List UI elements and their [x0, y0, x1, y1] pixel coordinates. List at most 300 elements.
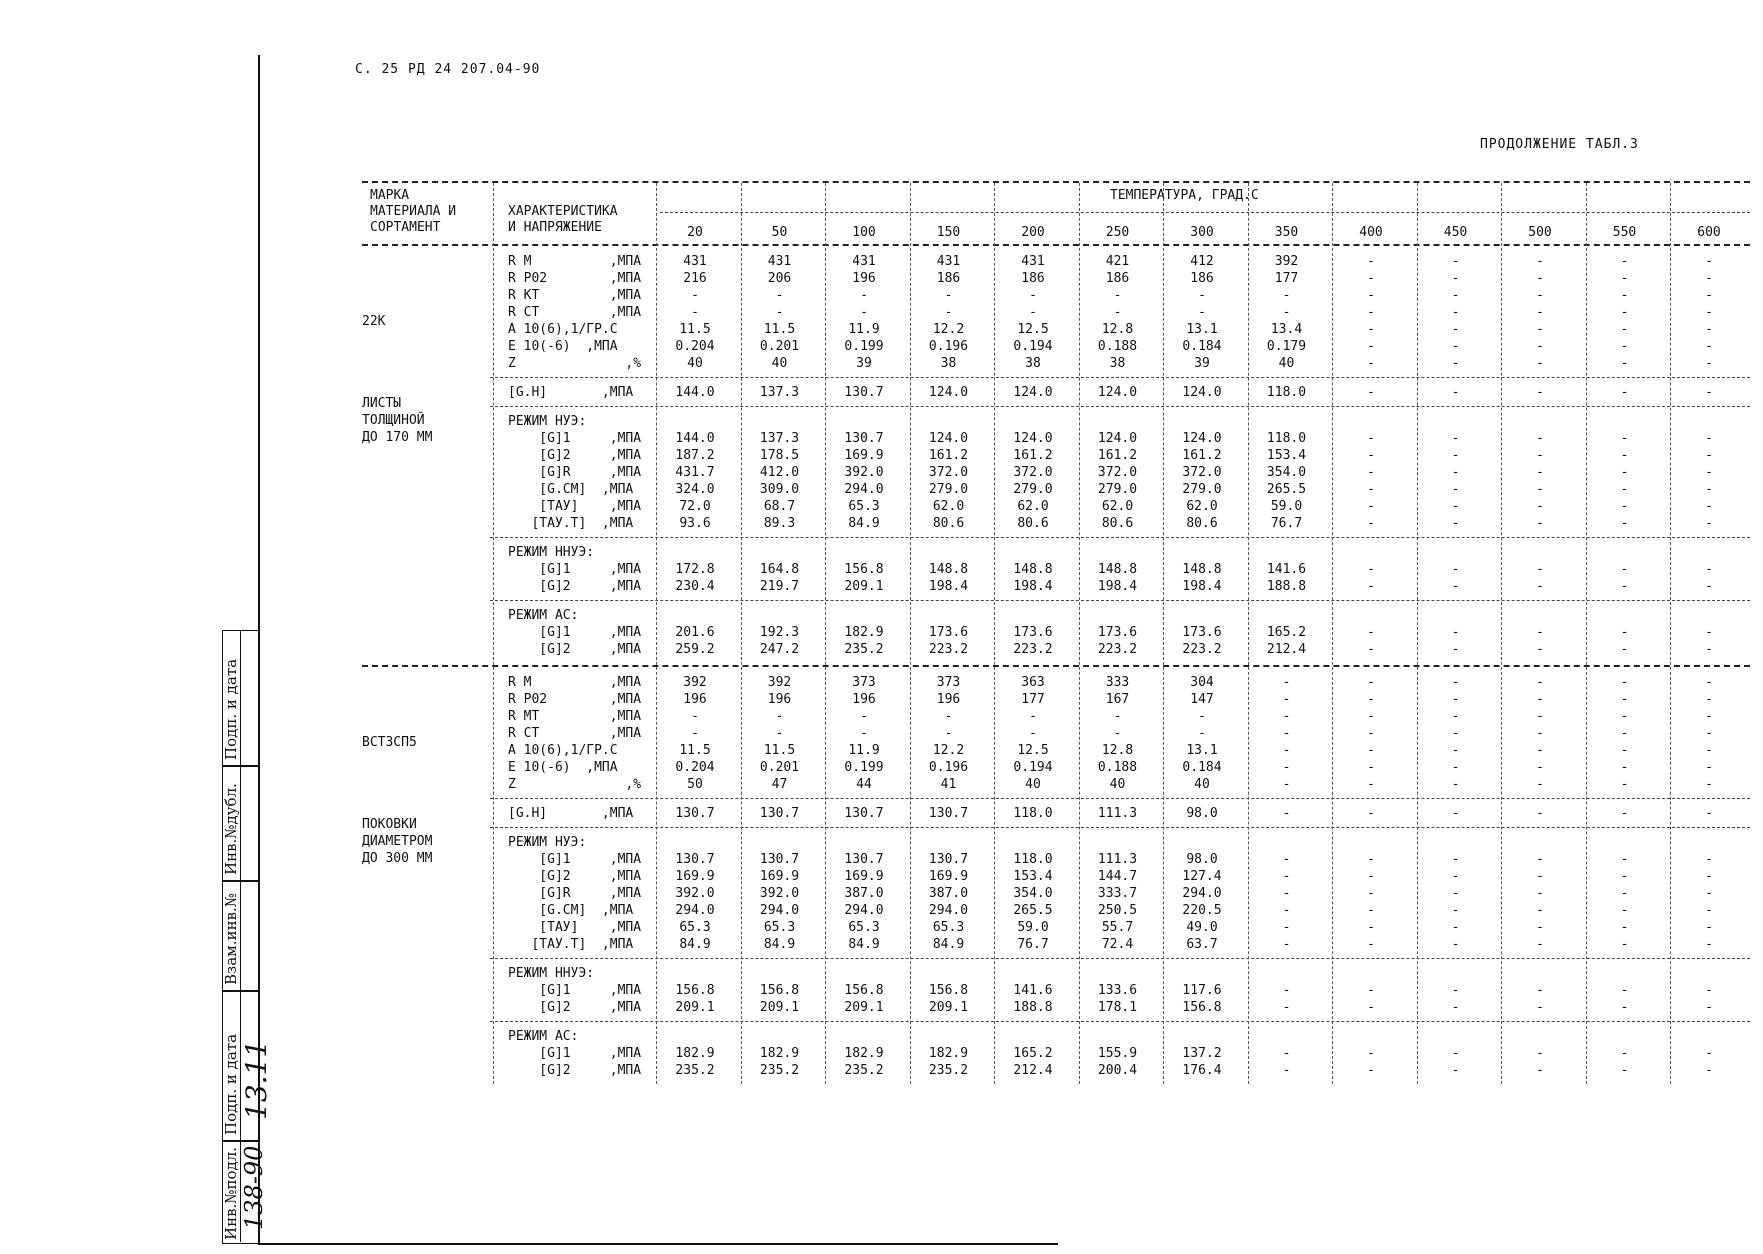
table-cell: 0.188: [1097, 339, 1138, 354]
table-cell: 127.4: [1182, 869, 1222, 884]
table-cell: 11.9: [848, 743, 880, 758]
table-cell: -: [1451, 760, 1460, 775]
table-cell: -: [1367, 983, 1375, 998]
table-cell: -: [1282, 675, 1291, 690]
table-cell: -: [1367, 760, 1375, 775]
table-cell: 0.196: [928, 760, 969, 775]
table-cell: -: [1451, 937, 1460, 952]
table-cell: 76.7: [1270, 516, 1303, 531]
table-cell: -: [1620, 886, 1629, 901]
table-cell: -: [1705, 322, 1713, 337]
table-cell: 431.7: [675, 465, 715, 480]
table-cell: 156.8: [844, 562, 884, 577]
table-cell: -: [1536, 625, 1544, 640]
table-cell: -: [1705, 983, 1713, 998]
table-cell: 76.7: [1017, 937, 1049, 952]
table-cell: -: [1705, 937, 1713, 952]
table-cell: -: [1451, 254, 1460, 269]
row-label: [G]2 ,МПА: [508, 642, 642, 657]
table-cell: -: [1536, 806, 1544, 821]
table-cell: -: [1029, 709, 1037, 724]
table-cell: 72.0: [679, 499, 711, 514]
row-label: [G]R ,МПА: [508, 465, 642, 480]
col-header-characteristic: ХАРАКТЕРИСТИКА: [508, 204, 618, 219]
table-cell: 62.0: [1017, 499, 1049, 514]
table-cell: 173.6: [1097, 625, 1138, 640]
table-cell: -: [944, 288, 953, 303]
table-cell: 13.4: [1270, 322, 1303, 337]
table-cell: 169.9: [844, 869, 884, 884]
table-cell: -: [1282, 983, 1291, 998]
table-cell: -: [1705, 385, 1713, 400]
table-cell: -: [1705, 869, 1713, 884]
group-title: РЕЖИМ ННУЭ:: [508, 966, 595, 981]
table-cell: 209.1: [844, 1000, 884, 1015]
table-cell: 11.5: [679, 322, 711, 337]
table-cell: 431: [936, 254, 961, 269]
table-cell: -: [1451, 499, 1460, 514]
table-cell: 93.6: [679, 516, 711, 531]
table-cell: -: [1620, 726, 1629, 741]
table-cell: -: [1620, 562, 1629, 577]
table-cell: -: [1029, 726, 1037, 741]
table-cell: 392.0: [844, 465, 884, 480]
table-cell: 47: [771, 777, 788, 792]
table-cell: 39: [856, 356, 872, 371]
row-label: R KT ,МПА: [508, 288, 642, 303]
table-cell: -: [1536, 465, 1544, 480]
row-label: E 10(-6) ,МПА: [508, 339, 618, 354]
table-cell: 161.2: [1182, 448, 1222, 463]
table-cell: -: [1451, 271, 1460, 286]
table-cell: 40: [687, 356, 703, 371]
table-cell: -: [860, 726, 868, 741]
table-cell: -: [1282, 288, 1291, 303]
table-cell: -: [1705, 743, 1713, 758]
table-cell: 124.0: [1013, 385, 1053, 400]
table-cell: 40: [1278, 356, 1295, 371]
table-cell: -: [1705, 903, 1713, 918]
group-rule: [490, 798, 1750, 799]
table-cell: -: [1705, 692, 1713, 707]
table-cell: 124.0: [928, 385, 969, 400]
table-cell: 155.9: [1097, 1046, 1138, 1061]
table-cell: 198.4: [1013, 579, 1053, 594]
table-cell: -: [1451, 579, 1460, 594]
table-cell: -: [1367, 642, 1375, 657]
table-cell: -: [1705, 356, 1713, 371]
table-cell: 196: [767, 692, 792, 707]
row-label: [G]2 ,МПА: [508, 869, 642, 884]
row-label: [G]1 ,МПА: [508, 1046, 642, 1061]
row-label: A 10(6),1/ГР.С: [508, 743, 618, 758]
table-cell: -: [1620, 385, 1629, 400]
table-cell: 12.2: [932, 743, 965, 758]
table-cell: 38: [1025, 356, 1041, 371]
row-label: [ТАУ] ,МПА: [508, 499, 642, 514]
table-cell: 124.0: [928, 431, 969, 446]
table-cell: 62.0: [1186, 499, 1218, 514]
table-cell: 13.1: [1186, 322, 1218, 337]
table-cell: -: [1536, 356, 1544, 371]
row-label: R CT ,МПА: [508, 726, 642, 741]
table-cell: -: [1536, 777, 1544, 792]
table-cell: 187.2: [675, 448, 715, 463]
table-cell: 124.0: [1182, 431, 1222, 446]
table-cell: -: [1705, 1000, 1713, 1015]
table-cell: -: [1113, 726, 1122, 741]
table-cell: 219.7: [759, 579, 800, 594]
table-cell: 200.4: [1097, 1063, 1138, 1078]
table-cell: -: [1451, 675, 1460, 690]
table-cell: -: [1705, 499, 1713, 514]
table-cell: 309.0: [759, 482, 800, 497]
table-cell: 186: [936, 271, 961, 286]
table-cell: -: [691, 726, 699, 741]
table-cell: 235.2: [844, 642, 884, 657]
table-cell: 89.3: [763, 516, 796, 531]
table-cell: -: [1705, 254, 1713, 269]
table-cell: -: [1367, 254, 1375, 269]
row-label: R M ,МПА: [508, 675, 642, 690]
table-cell: 161.2: [1097, 448, 1138, 463]
table-cell: -: [860, 288, 868, 303]
table-cell: -: [1451, 339, 1460, 354]
table-cell: -: [691, 709, 699, 724]
table-cell: -: [1536, 1046, 1544, 1061]
table-cell: -: [1620, 806, 1629, 821]
table-cell: -: [1451, 903, 1460, 918]
table-cell: -: [1451, 1046, 1460, 1061]
table-cell: -: [1367, 692, 1375, 707]
row-label: [G.CM] ,МПА: [508, 482, 634, 497]
table-cell: 0.184: [1182, 339, 1222, 354]
table-cell: -: [1198, 726, 1206, 741]
table-cell: 130.7: [759, 852, 800, 867]
table-cell: 65.3: [679, 920, 711, 935]
table-cell: 372.0: [1013, 465, 1053, 480]
table-cell: 62.0: [932, 499, 965, 514]
table-cell: -: [1282, 886, 1291, 901]
table-cell: 124.0: [1013, 431, 1053, 446]
table-cell: 392: [683, 675, 707, 690]
table-cell: 63.7: [1186, 937, 1218, 952]
table-cell: 153.4: [1266, 448, 1307, 463]
table-cell: 235.2: [759, 1063, 800, 1078]
table-cell: 130.7: [928, 806, 969, 821]
table-cell: -: [1282, 726, 1291, 741]
table-cell: 124.0: [1097, 431, 1138, 446]
table-cell: -: [1620, 448, 1629, 463]
table-cell: -: [1536, 709, 1544, 724]
table-cell: -: [1451, 806, 1460, 821]
table-cell: -: [1620, 692, 1629, 707]
table-cell: -: [860, 709, 868, 724]
temp-col-header: 400: [1359, 225, 1383, 240]
table-cell: -: [1536, 482, 1544, 497]
table-cell: -: [1620, 852, 1629, 867]
table-cell: -: [1282, 852, 1291, 867]
table-cell: -: [1367, 322, 1375, 337]
table-cell: -: [1367, 356, 1375, 371]
column-separator: [741, 183, 742, 1084]
group-rule: [490, 600, 1750, 601]
row-label: [ТАУ.Т] ,МПА: [508, 516, 634, 531]
table-cell: -: [1536, 760, 1544, 775]
table-cell: 279.0: [1097, 482, 1138, 497]
table-cell: 178.1: [1097, 1000, 1138, 1015]
table-cell: 196: [852, 692, 876, 707]
table-cell: -: [1536, 516, 1544, 531]
table-cell: -: [1198, 288, 1206, 303]
table-cell: 164.8: [759, 562, 800, 577]
table-cell: 206: [767, 271, 792, 286]
table-cell: 230.4: [675, 579, 715, 594]
table-cell: 118.0: [1266, 431, 1307, 446]
table-cell: 84.9: [932, 937, 965, 952]
table-cell: -: [1620, 777, 1629, 792]
table-cell: 223.2: [1182, 642, 1222, 657]
table-cell: 209.1: [844, 579, 884, 594]
table-cell: -: [1536, 448, 1544, 463]
table-cell: -: [1536, 499, 1544, 514]
table-cell: 0.204: [675, 339, 715, 354]
table-cell: -: [1620, 271, 1629, 286]
row-label: [G]1 ,МПА: [508, 852, 642, 867]
table-cell: -: [944, 305, 953, 320]
table-cell: 173.6: [928, 625, 969, 640]
table-cell: -: [1451, 886, 1460, 901]
table-cell: -: [1367, 903, 1375, 918]
table-cell: -: [860, 305, 868, 320]
table-cell: 212.4: [1013, 1063, 1053, 1078]
table-cell: -: [1620, 499, 1629, 514]
table-cell: -: [1282, 709, 1291, 724]
table-cell: -: [1451, 516, 1460, 531]
table-cell: -: [1451, 448, 1460, 463]
table-cell: 209.1: [759, 1000, 800, 1015]
group-title: РЕЖИМ НУЭ:: [508, 414, 587, 429]
table-cell: -: [775, 709, 784, 724]
group-title: РЕЖИМ АС:: [508, 608, 579, 623]
sortament-line: ТОЛЩИНОЙ: [362, 413, 425, 428]
stamp-inv-number: 138-90: [240, 1145, 268, 1230]
table-cell: -: [1282, 1000, 1291, 1015]
table-cell: 144.0: [675, 385, 715, 400]
table-cell: -: [1620, 305, 1629, 320]
table-cell: 148.8: [1182, 562, 1222, 577]
table-cell: 144.7: [1097, 869, 1138, 884]
table-cell: 156.8: [928, 983, 969, 998]
table-cell: -: [1705, 431, 1713, 446]
table-cell: 223.2: [928, 642, 969, 657]
table-cell: 72.4: [1101, 937, 1134, 952]
temp-col-header: 350: [1274, 225, 1299, 240]
table-cell: -: [1367, 465, 1375, 480]
column-separator: [1501, 183, 1502, 1084]
table-cell: 0.196: [928, 339, 969, 354]
table-cell: 198.4: [1097, 579, 1138, 594]
table-cell: -: [1451, 385, 1460, 400]
table-cell: -: [1705, 271, 1713, 286]
table-cell: 212.4: [1266, 642, 1307, 657]
table-cell: 182.9: [928, 1046, 969, 1061]
table-cell: 169.9: [759, 869, 800, 884]
table-cell: 84.9: [848, 937, 880, 952]
group-rule: [490, 958, 1750, 959]
table-cell: -: [1536, 1063, 1544, 1078]
table-cell: -: [1451, 869, 1460, 884]
table-cell: 147: [1190, 692, 1214, 707]
table-cell: 44: [856, 777, 872, 792]
row-label: Z ,%: [508, 356, 642, 371]
column-separator: [910, 183, 911, 1084]
table-cell: -: [1451, 562, 1460, 577]
table-cell: -: [1536, 642, 1544, 657]
table-cell: 111.3: [1097, 806, 1138, 821]
table-cell: -: [1536, 903, 1544, 918]
table-cell: -: [1620, 920, 1629, 935]
table-cell: 279.0: [928, 482, 969, 497]
table-cell: 220.5: [1182, 903, 1222, 918]
table-cell: 11.5: [763, 743, 796, 758]
table-cell: 118.0: [1266, 385, 1307, 400]
table-cell: -: [1620, 625, 1629, 640]
table-cell: -: [1367, 806, 1375, 821]
table-cell: 186: [1021, 271, 1045, 286]
table-cell: 11.9: [848, 322, 880, 337]
sortament-line: ПОКОВКИ: [362, 817, 417, 832]
table-cell: 65.3: [848, 499, 880, 514]
table-cell: 182.9: [759, 1046, 800, 1061]
table-cell: 431: [683, 254, 707, 269]
row-label: [G.CM] ,МПА: [508, 903, 634, 918]
table-cell: 265.5: [1013, 903, 1053, 918]
table-cell: -: [1367, 1063, 1375, 1078]
table-cell: 13.1: [1186, 743, 1218, 758]
row-label: [ТАУ] ,МПА: [508, 920, 642, 935]
table-cell: -: [1620, 288, 1629, 303]
table-cell: 40: [1025, 777, 1041, 792]
table-cell: 124.0: [1182, 385, 1222, 400]
table-cell: 324.0: [675, 482, 715, 497]
table-cell: 0.184: [1182, 760, 1222, 775]
table-cell: -: [1451, 356, 1460, 371]
table-cell: 304: [1190, 675, 1214, 690]
table-cell: -: [1282, 1046, 1291, 1061]
table-cell: -: [1451, 482, 1460, 497]
table-cell: -: [1282, 692, 1291, 707]
group-rule: [490, 406, 1750, 407]
table-cell: -: [1451, 305, 1460, 320]
table-cell: -: [1620, 516, 1629, 531]
table-cell: 156.8: [1182, 1000, 1222, 1015]
section-rule: [362, 665, 1750, 667]
table-cell: 167: [1105, 692, 1130, 707]
row-label: [G]1 ,МПА: [508, 431, 642, 446]
table-cell: 192.3: [759, 625, 800, 640]
table-cell: 59.0: [1270, 499, 1303, 514]
table-cell: 12.5: [1017, 322, 1049, 337]
table-cell: -: [1705, 1063, 1713, 1078]
table-cell: 11.5: [763, 322, 796, 337]
table-cell: -: [1620, 1046, 1629, 1061]
table-cell: 196: [852, 271, 876, 286]
table-cell: -: [1705, 642, 1713, 657]
table-cell: 279.0: [1013, 482, 1053, 497]
table-cell: -: [1705, 675, 1713, 690]
table-cell: 333.7: [1097, 886, 1138, 901]
table-cell: -: [1536, 339, 1544, 354]
table-cell: -: [1113, 305, 1122, 320]
group-rule: [490, 537, 1750, 538]
table-cell: 133.6: [1097, 983, 1138, 998]
column-separator: [1417, 183, 1418, 1084]
table-cell: 177: [1274, 271, 1299, 286]
table-cell: 235.2: [844, 1063, 884, 1078]
table-cell: 12.5: [1017, 743, 1049, 758]
table-cell: -: [1113, 288, 1122, 303]
table-cell: -: [1620, 937, 1629, 952]
table-cell: -: [1620, 760, 1629, 775]
table-cell: 173.6: [1182, 625, 1222, 640]
table-cell: -: [775, 305, 784, 320]
table-cell: -: [775, 726, 784, 741]
table-cell: 65.3: [848, 920, 880, 935]
table-cell: 130.7: [844, 806, 884, 821]
table-cell: 209.1: [675, 1000, 715, 1015]
table-cell: 40: [1109, 777, 1126, 792]
page-header: С. 25 РД 24 207.04-90: [355, 62, 541, 77]
material-grade: 22К: [362, 314, 386, 329]
table-cell: -: [1367, 431, 1375, 446]
table-cell: 216: [683, 271, 707, 286]
table-cell: -: [1620, 903, 1629, 918]
table-cell: -: [1451, 625, 1460, 640]
group-title: РЕЖИМ АС:: [508, 1029, 579, 1044]
table-cell: -: [1451, 642, 1460, 657]
table-cell: -: [1620, 339, 1629, 354]
table-cell: 363: [1021, 675, 1045, 690]
table-cell: -: [1620, 431, 1629, 446]
table-cell: -: [1705, 777, 1713, 792]
table-cell: 294.0: [928, 903, 969, 918]
table-cell: 156.8: [844, 983, 884, 998]
table-cell: 294.0: [844, 903, 884, 918]
row-label: R CT ,МПА: [508, 305, 642, 320]
table-cell: -: [1451, 852, 1460, 867]
table-cell: 247.2: [759, 642, 800, 657]
table-cell: 198.4: [1182, 579, 1222, 594]
row-label: [G]1 ,МПА: [508, 983, 642, 998]
table-cell: 182.9: [675, 1046, 715, 1061]
table-cell: 0.199: [844, 760, 884, 775]
table-cell: -: [1367, 920, 1375, 935]
table-cell: -: [1451, 288, 1460, 303]
table-cell: 38: [1109, 356, 1126, 371]
table-cell: 0.204: [675, 760, 715, 775]
table-cell: -: [1282, 760, 1291, 775]
group-rule: [490, 1021, 1750, 1022]
table-cell: 186: [1190, 271, 1214, 286]
table-cell: 11.5: [679, 743, 711, 758]
col-header-material: МАРКА: [370, 188, 410, 203]
group-title: РЕЖИМ ННУЭ:: [508, 545, 595, 560]
table-cell: 373: [852, 675, 876, 690]
row-label: [G]2 ,МПА: [508, 448, 642, 463]
table-cell: -: [1536, 743, 1544, 758]
row-label: [G.H] ,МПА: [508, 806, 634, 821]
